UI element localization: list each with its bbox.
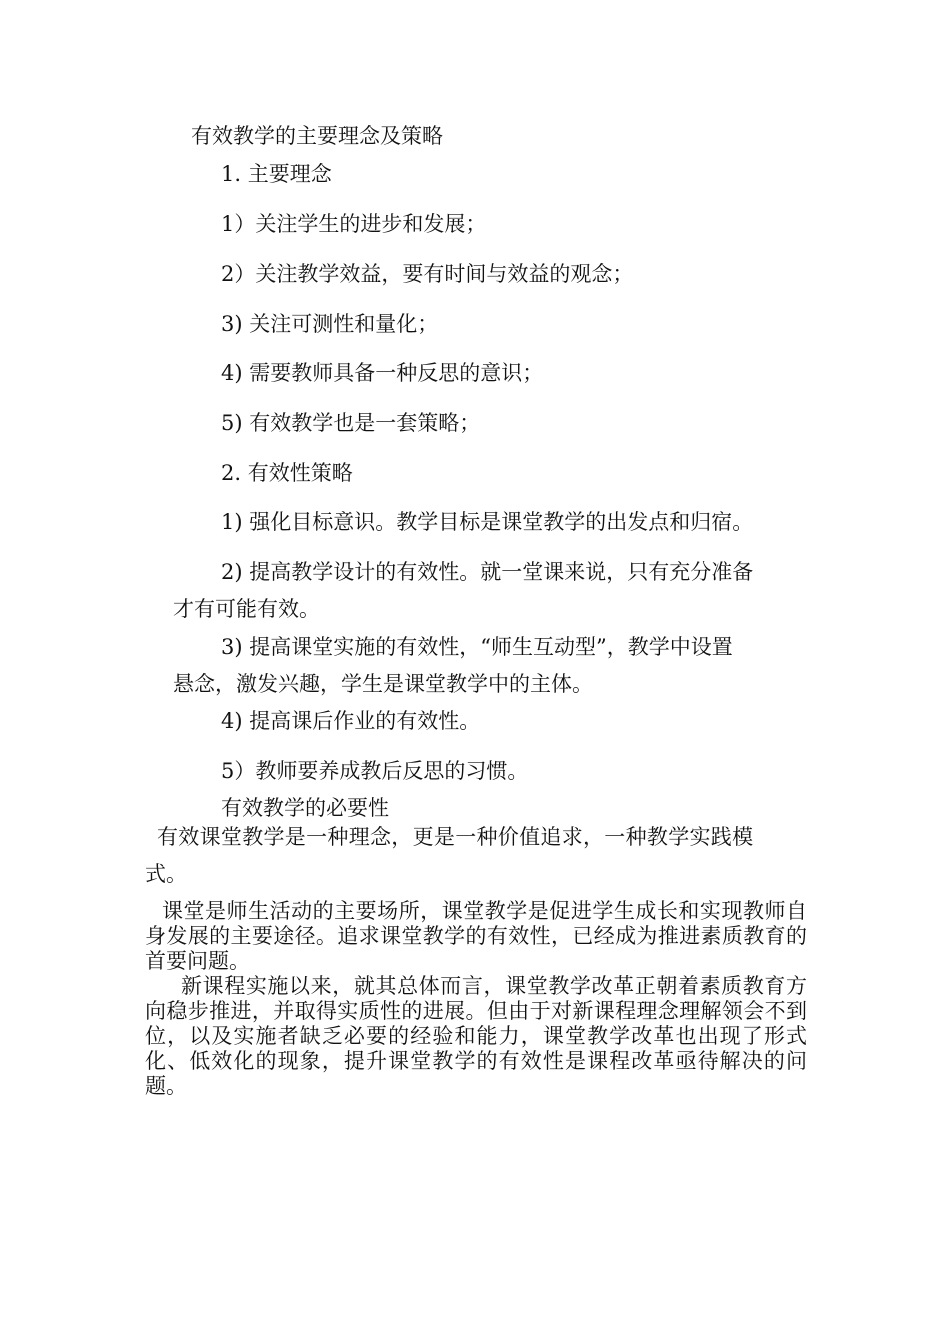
strategy-item-2-line1: 2) 提高教学设计的有效性。就一堂课来说，只有充分准备 xyxy=(221,560,754,584)
strategy-item-5: 5）教师要养成教后反思的习惯。 xyxy=(221,759,529,783)
strategy-item-3-line1: 3) 提高课堂实施的有效性，“师生互动型”，教学中设置 xyxy=(221,635,733,659)
strategy-item-1: 1) 强化目标意识。教学目标是课堂教学的出发点和归宿。 xyxy=(221,510,754,534)
concept-item-1: 1）关注学生的进步和发展； xyxy=(221,212,487,236)
necessity-p1-line2: 式。 xyxy=(145,862,187,886)
strategy-item-2-line2: 才有可能有效。 xyxy=(173,597,320,621)
strategy-item-3-line2: 悬念，激发兴趣，学生是课堂教学中的主体。 xyxy=(173,672,593,696)
concept-item-5: 5) 有效教学也是一套策略； xyxy=(221,411,481,435)
necessity-p2: 课堂是师生活动的主要场所，课堂教学是促进学生成长和实现教师自身发展的主要途径。追求课堂教学的有效性，已经成为推进素质教育的首要问题。 xyxy=(145,899,807,973)
necessity-heading: 有效教学的必要性 xyxy=(221,796,389,820)
necessity-p1-line1: 有效课堂教学是一种理念，更是一种价值追求，一种教学实践模 xyxy=(157,825,754,849)
necessity-p3: 新课程实施以来，就其总体而言，课堂教学改革正朝着素质教育方向稳步推进，并取得实质性的进展。但由于对新课程理念理解领会不到位，以及实施者缺乏必要的经验和能力，课堂教学改革也出现了形式化、低效化的现象，提升课堂教学的有效性是课程改革亟待解决的问题。 xyxy=(145,974,807,1098)
concept-item-3: 3) 关注可测性和量化； xyxy=(221,312,439,336)
section1-heading: 1. 主要理念 xyxy=(221,162,332,186)
concept-item-2: 2）关注教学效益，要有时间与效益的观念； xyxy=(221,262,634,286)
document-title: 有效教学的主要理念及策略 xyxy=(191,124,443,148)
section2-heading: 2. 有效性策略 xyxy=(221,461,353,485)
strategy-item-4: 4) 提高课后作业的有效性。 xyxy=(221,709,481,733)
concept-item-4: 4) 需要教师具备一种反思的意识； xyxy=(221,361,544,385)
